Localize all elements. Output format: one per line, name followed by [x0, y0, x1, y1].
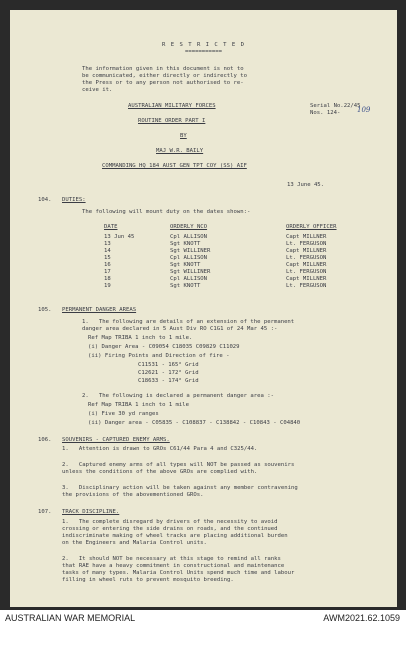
notice-line-4: ceive it.: [82, 87, 113, 93]
section-106-line: the provisions of the abovementioned GROs.: [62, 492, 204, 498]
firing-point: C18633 - 174° Grid: [138, 378, 199, 384]
section-105-ref-map: Ref Map TRIBA 1 inch to 1 mile.: [88, 335, 193, 341]
duty-nco: Cpl ALLISON: [170, 276, 208, 282]
section-105-firing-points: (ii) Firing Points and Direction of fire -: [88, 353, 230, 359]
duty-nco: Sgt KNOTT: [170, 283, 201, 289]
section-106-line: unless the conditions of the above GROs are complied with.: [62, 469, 258, 475]
section-105-para1-line2: danger area declared in 5 Aust Div RO C1G1 of 24 Mar 45 :-: [82, 326, 278, 332]
duty-date: 13 Jun 45: [104, 234, 135, 240]
section-106-number: 106.: [38, 437, 52, 443]
section-107-line: that RAE have a heavy commitment in constructional and maintenance: [62, 563, 285, 569]
duty-date: 14: [104, 248, 111, 254]
duty-nco: Sgt KNOTT: [170, 262, 201, 268]
duty-officer: Capt MILLNER: [286, 262, 327, 268]
duty-officer: Capt MILLNER: [286, 276, 327, 282]
section-105-number: 105.: [38, 307, 52, 313]
section-105-ranges: (i) Five 30 yd ranges: [88, 411, 159, 417]
title-line-4: MAJ W.R. BAILY: [156, 148, 204, 154]
duty-nco: Cpl ALLISON: [170, 255, 208, 261]
section-104-intro: The following will mount duty on the dates shown:-: [82, 209, 251, 215]
duty-col-officer: ORDERLY OFFICER: [286, 224, 337, 230]
duty-date: 13: [104, 241, 111, 247]
section-105-danger-area-2: (ii) Danger area - C05835 - C108837 - C138842 - C10843 - C04840: [88, 420, 301, 426]
duty-date: 19: [104, 283, 111, 289]
notice-line-1: The information given in this document is not to: [82, 66, 244, 72]
title-line-5: COMMANDING HQ 184 AUST GEN TPT COY (SS) AIF: [102, 163, 247, 169]
section-107-line: 1. The complete disregard by drivers of the necessity to avoid: [62, 519, 278, 525]
duty-officer: Lt. FERGUSON: [286, 269, 327, 275]
duty-date: 17: [104, 269, 111, 275]
notice-line-2: be communicated, either directly or indirectly to: [82, 73, 248, 79]
duty-officer: Capt MILLNER: [286, 248, 327, 254]
archive-footer: [0, 613, 406, 653]
notice-line-3: the Press or to any person not authorised to re-: [82, 80, 244, 86]
duty-officer: Lt. FERGUSON: [286, 241, 327, 247]
document-page: [10, 10, 397, 607]
section-106-line: 3. Disciplinary action will be taken against any member contravening: [62, 485, 298, 491]
section-105-ref-map-2: Ref Map TRIBA 1 inch to 1 mile: [88, 402, 190, 408]
duty-date: 18: [104, 276, 111, 282]
duty-officer: Lt. FERGUSON: [286, 283, 327, 289]
duty-officer: Capt MILLNER: [286, 234, 327, 240]
section-105-heading: PERMANENT DANGER AREAS: [62, 307, 137, 313]
section-107-line: indiscriminate making of wheel tracks are placing additional burden: [62, 533, 288, 539]
section-104-number: 104.: [38, 197, 52, 203]
section-105-para2: 2. The following is declared a permanent danger area :-: [82, 393, 274, 399]
duty-officer: Lt. FERGUSON: [286, 255, 327, 261]
section-106-heading: SOUVENIRS - CAPTURED ENEMY ARMS.: [62, 437, 170, 443]
duty-nco: Sgt WILLINER: [170, 269, 211, 275]
section-106-line: 1. Attention is drawn to GROs C61/44 Para 4 and C325/44.: [62, 446, 258, 452]
title-line-2: ROUTINE ORDER PART I: [138, 118, 206, 124]
section-107-line: 2. It should NOT be necessary at this stage to remind all ranks: [62, 556, 281, 562]
section-107-line: tasks of many types. Malaria Control Units spend much time and labour: [62, 570, 295, 576]
section-107-line: filling in wheel ruts to prevent mosquito breeding.: [62, 577, 234, 583]
duty-officers: [286, 234, 326, 290]
section-104-heading: DUTIES:: [62, 197, 86, 203]
title-line-3: BY: [180, 133, 187, 139]
archive-name: AUSTRALIAN WAR MEMORIAL: [5, 613, 136, 623]
archive-reference: AWM2021.62.1059: [323, 613, 400, 623]
duty-ncos: [170, 234, 210, 290]
section-105-danger-area: (i) Danger Area - C09054 C18035 C09829 C11029: [88, 344, 240, 350]
classification-heading: R E S T R I C T E D: [162, 42, 245, 48]
section-107-number: 107.: [38, 509, 52, 515]
firing-point: C11531 - 165° Grid: [138, 362, 199, 368]
section-105-para1-line1: 1. The following are details of an extension of the permanent: [82, 319, 295, 325]
duty-nco: Sgt KNOTT: [170, 241, 201, 247]
handwritten-nos: 109: [357, 106, 371, 114]
duty-date: 15: [104, 255, 111, 261]
title-line-1: AUSTRALIAN MILITARY FORCES: [128, 103, 216, 109]
firing-point: C12621 - 172° Grid: [138, 370, 199, 376]
section-107-heading: TRACK DISCIPLINE.: [62, 509, 120, 515]
duty-col-nco: ORDERLY NCO: [170, 224, 208, 230]
order-date: 13 June 45.: [287, 182, 325, 188]
section-106-line: 2. Captured enemy arms of all types will NOT be passed as souvenirs: [62, 462, 295, 468]
nos-range: Nos. 124-: [310, 110, 341, 116]
serial-number: Serial No.22/45: [310, 103, 361, 109]
duty-nco: Cpl ALLISON: [170, 234, 208, 240]
section-107-line: on the Engineers and Malaria Control units.: [62, 540, 207, 546]
duty-col-date: DATE: [104, 224, 118, 230]
duty-dates: [104, 234, 134, 290]
classification-rule: ===========: [184, 49, 223, 55]
section-107-line: crossing or entering the side drains on roads, and the continued: [62, 526, 278, 532]
duty-nco: Sgt WILLINER: [170, 248, 211, 254]
duty-date: 16: [104, 262, 111, 268]
